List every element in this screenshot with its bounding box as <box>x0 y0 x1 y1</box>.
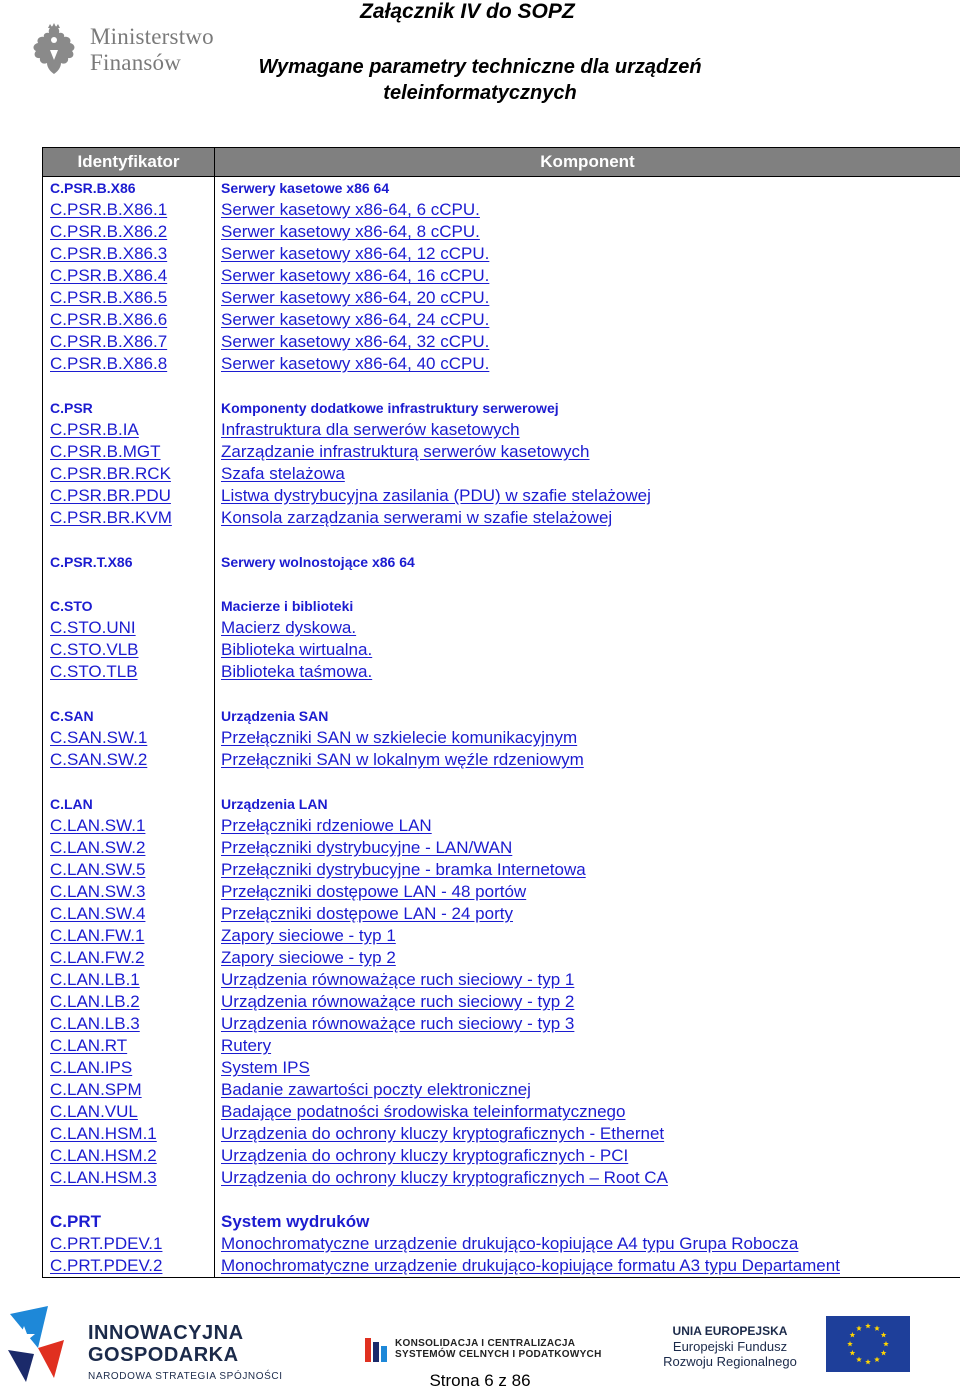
table-row <box>43 353 960 375</box>
component-link[interactable]: Badanie zawartości poczty elektronicznej <box>221 1080 531 1099</box>
identifier-cell <box>43 199 215 221</box>
component-cell <box>215 221 960 243</box>
identifier-link[interactable]: C.STO.TLB <box>50 662 138 681</box>
kc-line2: SYSTEMÓW CELNYCH I PODATKOWYCH <box>395 1349 602 1360</box>
identifier-cell <box>43 221 215 243</box>
component-cell <box>215 969 960 991</box>
identifier-link[interactable]: C.PSR.B.X86.7 <box>50 332 168 351</box>
table-row <box>43 1167 960 1189</box>
component-cell <box>215 265 960 287</box>
component-link[interactable]: Macierz dyskowa. <box>221 618 357 637</box>
component-link[interactable]: Przełączniki dostępowe LAN - 24 porty <box>221 904 513 923</box>
component-link[interactable]: Infrastruktura dla serwerów kasetowych <box>221 420 520 439</box>
ig-line3: NARODOWA STRATEGIA SPÓJNOŚCI <box>88 1371 283 1382</box>
table-row <box>43 749 960 771</box>
component-cell <box>215 419 960 441</box>
identifier-link[interactable]: C.LAN.SW.4 <box>50 904 146 923</box>
annex-label: Załącznik IV do SOPZ <box>360 0 575 23</box>
component-cell: Macierze i biblioteki <box>215 595 960 617</box>
identifier-link[interactable]: C.PSR.B.X86.4 <box>50 266 168 285</box>
identifier-cell <box>43 969 215 991</box>
table-spacer-row <box>43 1189 960 1211</box>
identifier-cell <box>43 749 215 771</box>
identifier-cell: C.PRT <box>43 1211 215 1233</box>
eu-line1: UNIA EUROPEJSKA <box>672 1324 788 1338</box>
component-cell <box>215 925 960 947</box>
consolidation-bars-icon <box>365 1336 389 1364</box>
table-row <box>43 243 960 265</box>
component-cell <box>215 815 960 837</box>
eu-line3: Rozwoju Regionalnego <box>663 1354 797 1369</box>
table-row <box>43 1101 960 1123</box>
component-cell <box>215 1013 960 1035</box>
identifier-link[interactable]: C.PSR.B.IA <box>50 420 139 439</box>
identifier-link[interactable]: C.PSR.B.X86.5 <box>50 288 168 307</box>
spacer-cell <box>43 573 215 595</box>
identifier-link[interactable]: C.LAN.IPS <box>50 1058 133 1077</box>
identifier-cell <box>43 507 215 529</box>
table-spacer-row <box>43 573 960 595</box>
kc-line1: KONSOLIDACJA I CENTRALIZACJA <box>395 1338 576 1349</box>
identifier-cell: C.PSR <box>43 397 215 419</box>
component-cell <box>215 837 960 859</box>
table-row <box>43 837 960 859</box>
identifier-cell <box>43 617 215 639</box>
identifier-link[interactable]: C.LAN.SW.2 <box>50 838 146 857</box>
identifier-cell <box>43 243 215 265</box>
component-cell <box>215 309 960 331</box>
eu-line2: Europejski Fundusz <box>672 1339 788 1354</box>
identifier-cell <box>43 947 215 969</box>
component-cell <box>215 1233 960 1255</box>
identifier-link[interactable]: C.LAN.SW.3 <box>50 882 146 901</box>
eu-flag-icon <box>826 1316 910 1372</box>
component-cell <box>215 1101 960 1123</box>
page-number: Strona 6 z 86 <box>429 1371 531 1390</box>
table-row <box>43 265 960 287</box>
identifier-link[interactable]: C.LAN.FW.1 <box>50 926 145 945</box>
identifier-link[interactable]: C.STO.UNI <box>50 618 136 637</box>
identifier-cell <box>43 1035 215 1057</box>
identifier-link[interactable]: C.LAN.SW.1 <box>50 816 146 835</box>
table-header-row <box>43 148 960 177</box>
identifier-link[interactable]: C.PSR.BR.PDU <box>50 486 171 505</box>
identifier-cell <box>43 1255 215 1278</box>
component-link[interactable]: Rutery <box>221 1036 272 1055</box>
table-row <box>43 969 960 991</box>
identifier-link[interactable]: C.PSR.B.X86.2 <box>50 222 168 241</box>
identifier-link[interactable]: C.PSR.BR.RCK <box>50 464 171 483</box>
table-spacer-row <box>43 529 960 551</box>
eu-text <box>650 1324 810 1369</box>
table-row <box>43 441 960 463</box>
component-cell <box>215 507 960 529</box>
table-row <box>43 1035 960 1057</box>
component-link[interactable]: Przełączniki dostępowe LAN - 48 portów <box>221 882 527 901</box>
table-spacer-row <box>43 771 960 793</box>
component-link[interactable]: Serwer kasetowy x86-64, 40 cCPU. <box>221 354 490 373</box>
identifier-link[interactable]: C.LAN.SW.5 <box>50 860 146 879</box>
component-link[interactable]: Urządzenia do ochrony kluczy kryptograficznych - Ethernet <box>221 1124 665 1143</box>
identifier-cell <box>43 485 215 507</box>
identifier-cell <box>43 265 215 287</box>
identifier-cell <box>43 881 215 903</box>
component-link[interactable]: Serwer kasetowy x86-64, 20 cCPU. <box>221 288 490 307</box>
table-group-row <box>43 595 960 617</box>
identifier-cell <box>43 1079 215 1101</box>
identifier-link[interactable]: C.PSR.B.X86.3 <box>50 244 168 263</box>
column-header-component: Komponent <box>215 148 960 177</box>
component-link[interactable]: Listwa dystrybucyjna zasilania (PDU) w szafie stelażowej <box>221 486 651 505</box>
ministry-logo-text <box>90 24 214 76</box>
spacer-cell <box>215 683 960 705</box>
component-cell <box>215 463 960 485</box>
component-link[interactable]: Biblioteka wirtualna. <box>221 640 373 659</box>
component-cell <box>215 881 960 903</box>
page-footer <box>0 1300 960 1391</box>
component-link[interactable]: Serwer kasetowy x86-64, 16 cCPU. <box>221 266 490 285</box>
component-cell <box>215 485 960 507</box>
component-link[interactable]: Przełączniki dystrybucyjne - LAN/WAN <box>221 838 513 857</box>
identifier-link[interactable]: C.LAN.RT <box>50 1036 128 1055</box>
table-row <box>43 727 960 749</box>
ministry-logo <box>28 22 228 82</box>
component-cell <box>215 1145 960 1167</box>
component-link[interactable]: Monochromatyczne urządzenie drukująco-kopiujące formatu A3 typu Departament <box>221 1256 840 1275</box>
component-cell: System wydruków <box>215 1211 960 1233</box>
table-row <box>43 617 960 639</box>
component-cell <box>215 441 960 463</box>
component-cell <box>215 1167 960 1189</box>
component-cell: Urządzenia SAN <box>215 705 960 727</box>
identifier-cell <box>43 1101 215 1123</box>
component-link[interactable]: Serwer kasetowy x86-64, 6 cCPU. <box>221 200 480 219</box>
component-cell: Urządzenia LAN <box>215 793 960 815</box>
identifier-cell <box>43 1167 215 1189</box>
table-group-row <box>43 1211 960 1233</box>
identifier-cell <box>43 1013 215 1035</box>
identifier-link[interactable]: C.LAN.HSM.3 <box>50 1168 157 1187</box>
table-row <box>43 661 960 683</box>
identifier-cell <box>43 353 215 375</box>
component-cell <box>215 1255 960 1278</box>
table-row <box>43 287 960 309</box>
spacer-cell <box>215 375 960 397</box>
ig-line1: INNOWACYJNA <box>88 1322 244 1344</box>
identifier-link[interactable]: C.SAN.SW.2 <box>50 750 148 769</box>
identifier-link[interactable]: C.PSR.B.X86.1 <box>50 200 168 219</box>
identifier-cell <box>43 903 215 925</box>
identifier-cell <box>43 287 215 309</box>
table-row <box>43 1079 960 1101</box>
identifier-link[interactable]: C.LAN.LB.1 <box>50 970 140 989</box>
eagle-emblem-icon <box>28 22 80 78</box>
table-row <box>43 881 960 903</box>
identifier-cell <box>43 639 215 661</box>
column-header-identifier: Identyfikator <box>43 148 215 177</box>
table-row <box>43 815 960 837</box>
spacer-cell <box>43 1189 215 1211</box>
component-link[interactable]: Urządzenia równoważące ruch sieciowy - typ 3 <box>221 1014 575 1033</box>
page-header <box>0 0 960 140</box>
identifier-cell <box>43 925 215 947</box>
identifier-cell: C.PSR.T.X86 <box>43 551 215 573</box>
identifier-cell <box>43 661 215 683</box>
table-row <box>43 925 960 947</box>
component-cell <box>215 661 960 683</box>
component-link[interactable]: Monochromatyczne urządzenie drukująco-kopiujące A4 typu Grupa Robocza <box>221 1234 799 1253</box>
table-row <box>43 947 960 969</box>
identifier-cell: C.STO <box>43 595 215 617</box>
table-row <box>43 859 960 881</box>
identifier-link[interactable]: C.LAN.HSM.2 <box>50 1146 157 1165</box>
component-cell: Serwery wolnostojące x86 64 <box>215 551 960 573</box>
component-link[interactable]: Serwer kasetowy x86-64, 32 cCPU. <box>221 332 490 351</box>
component-link[interactable]: Zapory sieciowe - typ 2 <box>221 948 396 967</box>
components-table <box>42 147 960 1278</box>
identifier-cell <box>43 1145 215 1167</box>
identifier-cell <box>43 331 215 353</box>
table-row <box>43 419 960 441</box>
identifier-cell <box>43 815 215 837</box>
component-link[interactable]: Biblioteka taśmowa. <box>221 662 373 681</box>
identifier-cell: C.LAN <box>43 793 215 815</box>
spacer-cell <box>215 771 960 793</box>
table-row <box>43 463 960 485</box>
table-group-row <box>43 177 960 200</box>
component-cell <box>215 353 960 375</box>
component-cell <box>215 331 960 353</box>
document-title-line2: teleinformatycznych <box>383 82 577 104</box>
component-link[interactable]: Przełączniki SAN w szkielecie komunikacyjnym <box>221 728 578 747</box>
component-cell <box>215 1079 960 1101</box>
document-title <box>200 54 760 106</box>
component-link[interactable]: Przełączniki SAN w lokalnym węźle rdzeniowym <box>221 750 584 769</box>
component-cell <box>215 947 960 969</box>
ministry-logo-line1: Ministerstwo <box>90 24 214 49</box>
identifier-link[interactable]: C.PRT.PDEV.2 <box>50 1256 163 1275</box>
table-row <box>43 1057 960 1079</box>
identifier-link[interactable]: C.PSR.B.X86.8 <box>50 354 168 373</box>
component-link[interactable]: Urządzenia do ochrony kluczy kryptograficznych – Root CA <box>221 1168 668 1187</box>
spacer-cell <box>215 1189 960 1211</box>
component-link[interactable]: Urządzenia do ochrony kluczy kryptograficznych - PCI <box>221 1146 629 1165</box>
component-link[interactable]: Szafa stelażowa <box>221 464 345 483</box>
table-row <box>43 1013 960 1035</box>
identifier-cell <box>43 463 215 485</box>
table-row <box>43 485 960 507</box>
identifier-cell <box>43 727 215 749</box>
identifier-link[interactable]: C.LAN.LB.2 <box>50 992 140 1011</box>
identifier-cell <box>43 1057 215 1079</box>
identifier-cell <box>43 309 215 331</box>
spacer-cell <box>215 573 960 595</box>
identifier-link[interactable]: C.PSR.B.X86.6 <box>50 310 168 329</box>
identifier-cell: C.PSR.B.X86 <box>43 177 215 200</box>
table-group-row <box>43 551 960 573</box>
component-cell <box>215 243 960 265</box>
ministry-logo-line2: Finansów <box>90 50 182 75</box>
identifier-link[interactable]: C.PSR.BR.KVM <box>50 508 172 527</box>
consolidation-logo <box>365 1336 625 1376</box>
identifier-cell <box>43 1233 215 1255</box>
component-link[interactable]: Urządzenia równoważące ruch sieciowy - typ 2 <box>221 992 575 1011</box>
identifier-cell <box>43 837 215 859</box>
table-group-row <box>43 397 960 419</box>
component-link[interactable]: System IPS <box>221 1058 310 1077</box>
component-link[interactable]: Badające podatności środowiska teleinformatycznego <box>221 1102 626 1121</box>
identifier-link[interactable]: C.LAN.SPM <box>50 1080 142 1099</box>
table-row <box>43 991 960 1013</box>
table-body <box>43 177 960 1278</box>
identifier-cell <box>43 1123 215 1145</box>
table-row <box>43 221 960 243</box>
table-row <box>43 199 960 221</box>
component-link[interactable]: Zapory sieciowe - typ 1 <box>221 926 396 945</box>
component-cell <box>215 1123 960 1145</box>
ig-line2: GOSPODARKA <box>88 1344 239 1366</box>
component-link[interactable]: Serwer kasetowy x86-64, 8 cCPU. <box>221 222 480 241</box>
table-row <box>43 1255 960 1278</box>
identifier-link[interactable]: C.LAN.LB.3 <box>50 1014 140 1033</box>
component-cell <box>215 859 960 881</box>
component-link[interactable]: Serwer kasetowy x86-64, 12 cCPU. <box>221 244 490 263</box>
table-spacer-row <box>43 375 960 397</box>
table-row <box>43 639 960 661</box>
table-row <box>43 1233 960 1255</box>
component-cell <box>215 199 960 221</box>
table-row <box>43 1123 960 1145</box>
spacer-cell <box>43 771 215 793</box>
table-row <box>43 1145 960 1167</box>
eu-logo <box>650 1324 930 1374</box>
component-cell <box>215 991 960 1013</box>
consolidation-text <box>395 1338 602 1360</box>
component-link[interactable]: Przełączniki dystrybucyjne - bramka Internetowa <box>221 860 586 879</box>
table-row <box>43 309 960 331</box>
component-cell <box>215 617 960 639</box>
identifier-cell <box>43 859 215 881</box>
table-row <box>43 331 960 353</box>
identifier-link[interactable]: C.LAN.VUL <box>50 1102 138 1121</box>
identifier-link[interactable]: C.LAN.FW.2 <box>50 948 145 967</box>
identifier-cell <box>43 419 215 441</box>
spacer-cell <box>43 375 215 397</box>
document-title-line1: Wymagane parametry techniczne dla urządzeń <box>258 56 702 78</box>
component-cell <box>215 287 960 309</box>
component-link[interactable]: Zarządzanie infrastrukturą serwerów kasetowych <box>221 442 590 461</box>
table-row <box>43 903 960 925</box>
spacer-cell <box>43 683 215 705</box>
component-cell: Serwery kasetowe x86 64 <box>215 177 960 200</box>
component-link[interactable]: Konsola zarządzania serwerami w szafie stelażowej <box>221 508 613 527</box>
component-cell <box>215 727 960 749</box>
component-cell: Komponenty dodatkowe infrastruktury serwerowej <box>215 397 960 419</box>
table-row <box>43 507 960 529</box>
identifier-link[interactable]: C.LAN.HSM.1 <box>50 1124 157 1143</box>
identifier-link[interactable]: C.PSR.B.MGT <box>50 442 161 461</box>
component-cell <box>215 639 960 661</box>
identifier-link[interactable]: C.PRT.PDEV.1 <box>50 1234 163 1253</box>
component-link[interactable]: Urządzenia równoważące ruch sieciowy - typ 1 <box>221 970 575 989</box>
component-cell <box>215 1035 960 1057</box>
table-spacer-row <box>43 683 960 705</box>
identifier-link[interactable]: C.SAN.SW.1 <box>50 728 148 747</box>
identifier-cell: C.SAN <box>43 705 215 727</box>
component-link[interactable]: Serwer kasetowy x86-64, 24 cCPU. <box>221 310 490 329</box>
spacer-cell <box>43 529 215 551</box>
component-cell <box>215 1057 960 1079</box>
identifier-link[interactable]: C.STO.VLB <box>50 640 139 659</box>
table-group-row <box>43 705 960 727</box>
table-group-row <box>43 793 960 815</box>
component-link[interactable]: Przełączniki rdzeniowe LAN <box>221 816 432 835</box>
identifier-cell <box>43 441 215 463</box>
identifier-cell <box>43 991 215 1013</box>
component-cell <box>215 903 960 925</box>
component-cell <box>215 749 960 771</box>
spacer-cell <box>215 529 960 551</box>
